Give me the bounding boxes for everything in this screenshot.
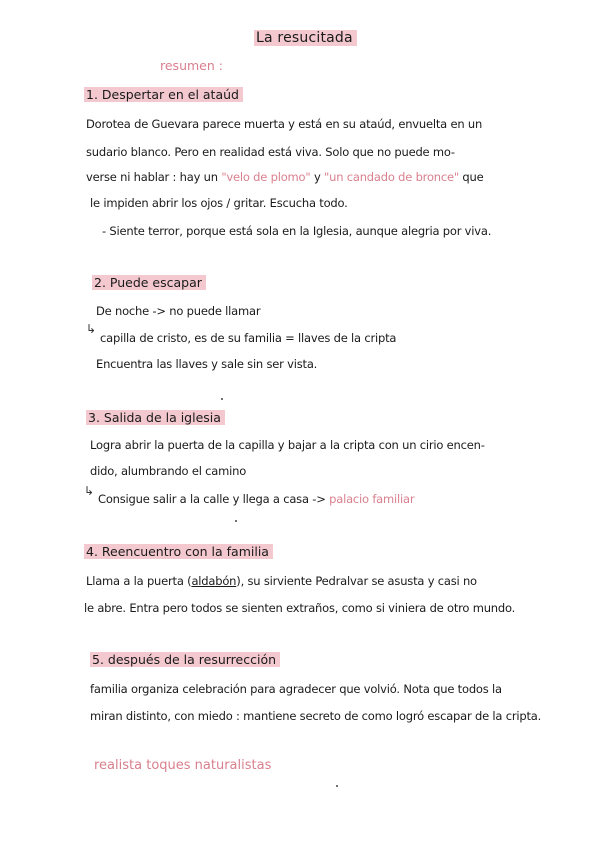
subtitle: resumen :	[160, 58, 223, 73]
quote-velo-de-plomo: "velo de plomo"	[221, 170, 311, 184]
section-2-line-1: De noche -> no puede llamar	[96, 304, 261, 318]
curved-arrow-icon: ↳	[86, 322, 97, 336]
section-4-line-2: le abre. Entra pero todos se sienten extraños, como si viniera de otro mundo.	[84, 601, 516, 615]
section-1-line-5: - Siente terror, porque está sola en la Iglesia, aunque alegria por viva.	[102, 224, 492, 238]
ink-dot	[221, 398, 223, 400]
section-1-line-3: verse ni hablar : hay un "velo de plomo" y "un candado de bronce" que	[86, 170, 484, 184]
section-4-line-1: Llama a la puerta (aldabón), su sirviente Pedralvar se asusta y casi no	[86, 574, 477, 588]
section-2-line-2: capilla de cristo, es de su familia = llaves de la cripta	[100, 331, 397, 345]
palacio-familiar-note: palacio familiar	[329, 492, 415, 506]
section-3-line-3: Consigue salir a la calle y llega a casa -> palacio familiar	[98, 492, 415, 506]
section-5-heading: 5. después de la resurrección	[90, 652, 280, 667]
aldabon-word: aldabón	[191, 574, 237, 588]
section-2-line-3: Encuentra las llaves y sale sin ser vista.	[96, 357, 318, 371]
section-3-line-1: Logra abrir la puerta de la capilla y bajar a la cripta con un cirio encen-	[90, 438, 485, 452]
section-5-line-1: familia organiza celebración para agradecer que volvió. Nota que todos la	[90, 682, 502, 696]
footer-note: realista toques naturalistas	[94, 758, 272, 773]
section-4-heading: 4. Reencuentro con la familia	[84, 544, 273, 559]
section-1-line-4: le impiden abrir los ojos / gritar. Escucha todo.	[90, 196, 348, 210]
curved-arrow-icon: ↳	[84, 484, 95, 498]
ink-dot	[235, 520, 237, 522]
section-3-line-2: dido, alumbrando el camino	[90, 464, 247, 478]
section-2-heading: 2. Puede escapar	[92, 275, 206, 290]
section-5-line-2: miran distinto, con miedo : mantiene secreto de como logró escapar de la cripta.	[90, 709, 542, 723]
section-3-heading: 3. Salida de la iglesia	[86, 410, 225, 425]
section-1-line-2: sudario blanco. Pero en realidad está viva. Solo que no puede mo-	[86, 145, 455, 159]
section-1-line-1: Dorotea de Guevara parece muerta y está en su ataúd, envuelta en un	[86, 117, 483, 131]
page-title: La resucitada	[254, 30, 357, 46]
quote-candado-de-bronce: "un candado de bronce"	[324, 170, 459, 184]
ink-dot	[336, 785, 338, 787]
section-1-heading: 1. Despertar en el ataúd	[84, 87, 243, 102]
